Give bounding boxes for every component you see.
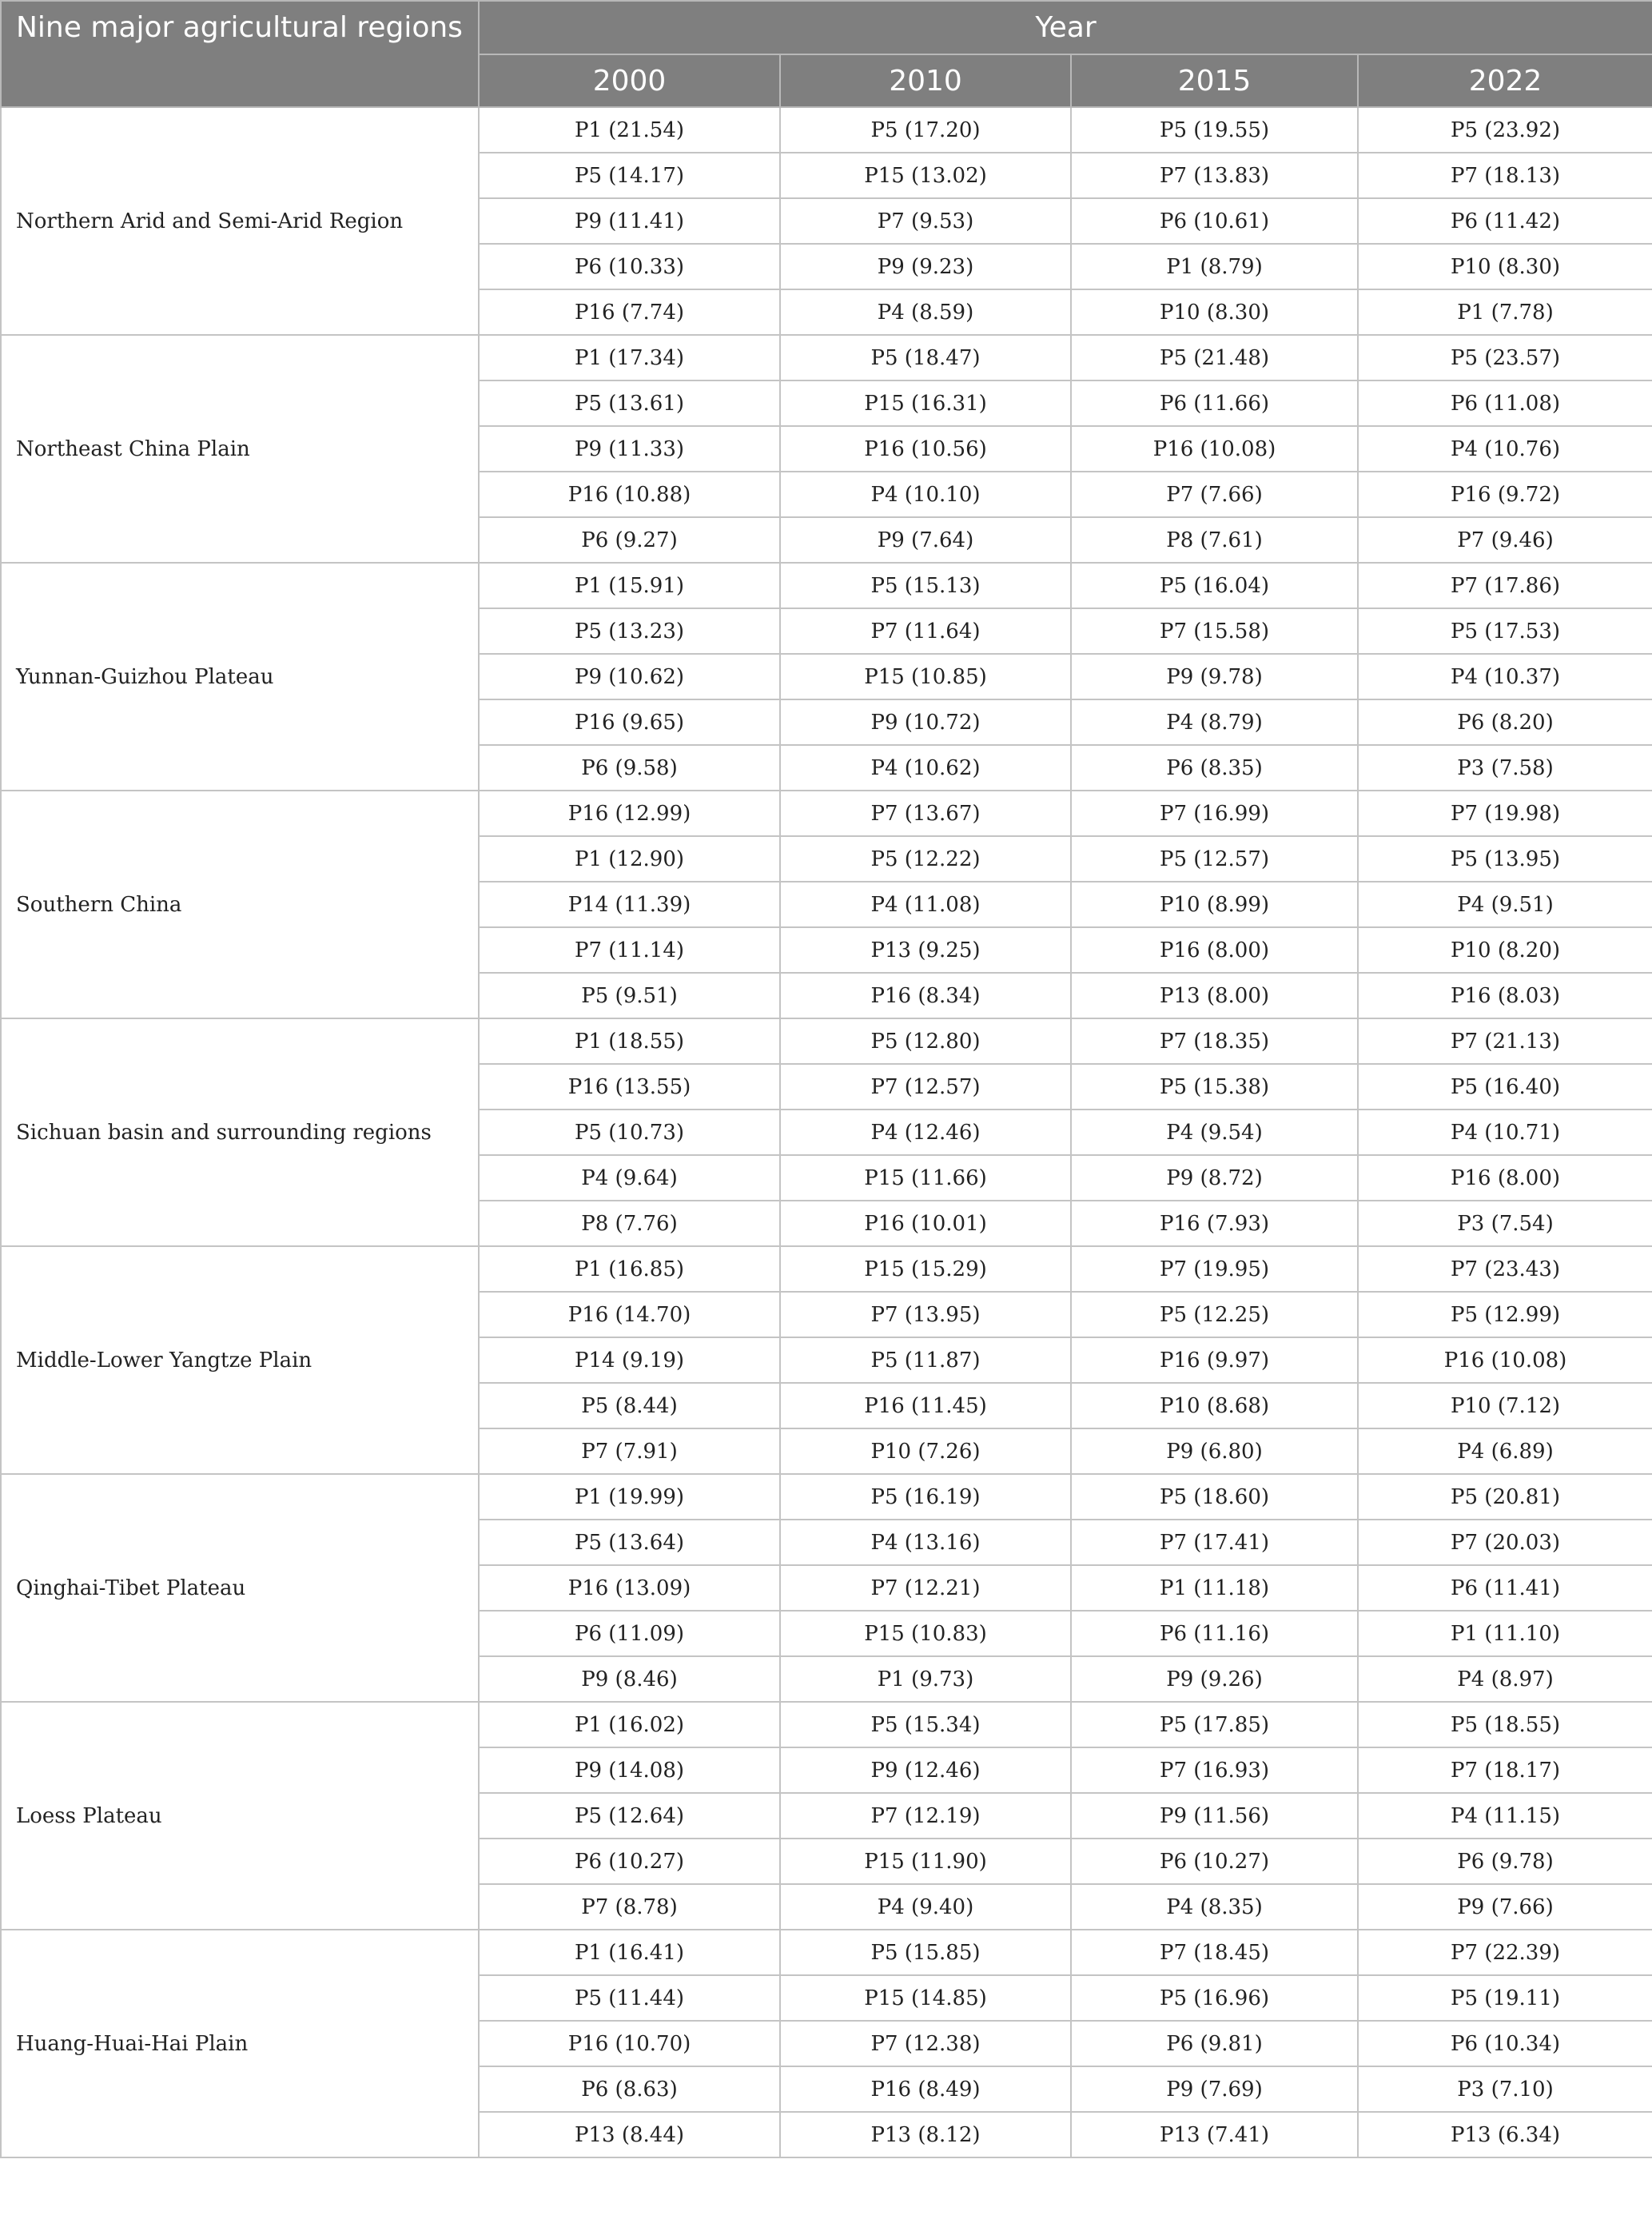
ranking-cell: P13 (6.34) — [1358, 2112, 1652, 2157]
ranking-cell: P1 (11.10) — [1358, 1611, 1652, 1656]
ranking-cell: P5 (12.22) — [780, 836, 1071, 882]
ranking-cell: P5 (17.53) — [1358, 608, 1652, 654]
ranking-cell: P6 (11.16) — [1071, 1611, 1358, 1656]
ranking-cell: P4 (8.35) — [1071, 1884, 1358, 1930]
region-name-cell: Huang-Huai-Hai Plain — [1, 1930, 479, 2157]
ranking-cell: P5 (10.73) — [479, 1110, 780, 1155]
ranking-cell: P5 (19.11) — [1358, 1975, 1652, 2021]
ranking-cell: P5 (15.13) — [780, 563, 1071, 608]
ranking-cell: P4 (10.37) — [1358, 654, 1652, 699]
ranking-cell: P5 (23.57) — [1358, 335, 1652, 380]
table-row — [1, 563, 1652, 608]
ranking-cell: P7 (11.14) — [479, 927, 780, 973]
ranking-cell: P5 (13.23) — [479, 608, 780, 654]
region-name-cell: Northern Arid and Semi-Arid Region — [1, 107, 479, 335]
ranking-cell: P5 (13.95) — [1358, 836, 1652, 882]
ranking-cell: P5 (18.55) — [1358, 1702, 1652, 1747]
table-row — [1, 1246, 1652, 1292]
ranking-cell: P15 (10.83) — [780, 1611, 1071, 1656]
table-row — [1, 107, 1652, 153]
ranking-cell: P5 (21.48) — [1071, 335, 1358, 380]
ranking-cell: P7 (18.13) — [1358, 153, 1652, 198]
ranking-cell: P7 (7.66) — [1071, 472, 1358, 517]
ranking-cell: P6 (10.34) — [1358, 2021, 1652, 2066]
ranking-cell: P9 (9.23) — [780, 244, 1071, 289]
ranking-cell: P1 (12.90) — [479, 836, 780, 882]
ranking-cell: P1 (21.54) — [479, 107, 780, 153]
ranking-cell: P9 (10.72) — [780, 699, 1071, 745]
region-name-cell: Sichuan basin and surrounding regions — [1, 1018, 479, 1246]
ranking-cell: P1 (16.02) — [479, 1702, 780, 1747]
ranking-cell: P5 (20.81) — [1358, 1474, 1652, 1520]
ranking-cell: P16 (7.74) — [479, 289, 780, 335]
ranking-cell: P7 (23.43) — [1358, 1246, 1652, 1292]
ranking-cell: P9 (11.33) — [479, 426, 780, 472]
ranking-cell: P5 (13.64) — [479, 1520, 780, 1565]
year-header: 2022 — [1358, 54, 1652, 107]
ranking-cell: P16 (8.00) — [1358, 1155, 1652, 1201]
region-name-cell: Northeast China Plain — [1, 335, 479, 563]
ranking-cell: P1 (16.41) — [479, 1930, 780, 1975]
ranking-cell: P9 (7.69) — [1071, 2066, 1358, 2112]
ranking-cell: P15 (14.85) — [780, 1975, 1071, 2021]
ranking-cell: P7 (11.64) — [780, 608, 1071, 654]
ranking-cell: P4 (9.40) — [780, 1884, 1071, 1930]
table-row — [1, 335, 1652, 380]
ranking-cell: P16 (8.49) — [780, 2066, 1071, 2112]
ranking-cell: P7 (12.19) — [780, 1793, 1071, 1839]
ranking-cell: P5 (17.85) — [1071, 1702, 1358, 1747]
ranking-cell: P5 (13.61) — [479, 380, 780, 426]
ranking-cell: P5 (16.96) — [1071, 1975, 1358, 2021]
ranking-cell: P6 (11.66) — [1071, 380, 1358, 426]
ranking-cell: P5 (12.99) — [1358, 1292, 1652, 1337]
ranking-cell: P7 (8.78) — [479, 1884, 780, 1930]
ranking-cell: P4 (12.46) — [780, 1110, 1071, 1155]
ranking-cell: P16 (8.34) — [780, 973, 1071, 1018]
ranking-cell: P6 (10.27) — [479, 1839, 780, 1884]
ranking-cell: P9 (9.26) — [1071, 1656, 1358, 1702]
ranking-cell: P1 (8.79) — [1071, 244, 1358, 289]
year-group-header: Year — [479, 1, 1652, 54]
ranking-cell: P5 (15.38) — [1071, 1064, 1358, 1110]
ranking-cell: P15 (11.90) — [780, 1839, 1071, 1884]
ranking-cell: P16 (7.93) — [1071, 1201, 1358, 1246]
ranking-cell: P5 (15.34) — [780, 1702, 1071, 1747]
ranking-cell: P5 (15.85) — [780, 1930, 1071, 1975]
ranking-cell: P4 (8.97) — [1358, 1656, 1652, 1702]
ranking-cell: P4 (13.16) — [780, 1520, 1071, 1565]
ranking-cell: P1 (15.91) — [479, 563, 780, 608]
ranking-cell: P7 (9.46) — [1358, 517, 1652, 563]
ranking-cell: P7 (17.41) — [1071, 1520, 1358, 1565]
ranking-cell: P16 (9.72) — [1358, 472, 1652, 517]
ranking-cell: P14 (11.39) — [479, 882, 780, 927]
ranking-cell: P9 (11.56) — [1071, 1793, 1358, 1839]
ranking-cell: P7 (19.95) — [1071, 1246, 1358, 1292]
ranking-cell: P7 (12.21) — [780, 1565, 1071, 1611]
ranking-cell: P7 (17.86) — [1358, 563, 1652, 608]
ranking-cell: P7 (16.99) — [1071, 791, 1358, 836]
ranking-cell: P7 (12.57) — [780, 1064, 1071, 1110]
ranking-cell: P5 (18.60) — [1071, 1474, 1358, 1520]
ranking-cell: P5 (19.55) — [1071, 107, 1358, 153]
table-row — [1, 1702, 1652, 1747]
ranking-cell: P16 (8.03) — [1358, 973, 1652, 1018]
ranking-cell: P15 (15.29) — [780, 1246, 1071, 1292]
ranking-cell: P1 (18.55) — [479, 1018, 780, 1064]
ranking-cell: P16 (10.56) — [780, 426, 1071, 472]
ranking-cell: P7 (7.91) — [479, 1428, 780, 1474]
ranking-cell: P1 (11.18) — [1071, 1565, 1358, 1611]
year-header: 2000 — [479, 54, 780, 107]
ranking-cell: P4 (9.51) — [1358, 882, 1652, 927]
ranking-cell: P7 (21.13) — [1358, 1018, 1652, 1064]
ranking-cell: P3 (7.58) — [1358, 745, 1652, 791]
ranking-cell: P16 (13.09) — [479, 1565, 780, 1611]
ranking-cell: P16 (10.70) — [479, 2021, 780, 2066]
ranking-cell: P9 (11.41) — [479, 198, 780, 244]
ranking-cell: P4 (11.15) — [1358, 1793, 1652, 1839]
year-header: 2010 — [780, 54, 1071, 107]
ranking-cell: P10 (8.99) — [1071, 882, 1358, 927]
ranking-cell: P7 (18.45) — [1071, 1930, 1358, 1975]
ranking-cell: P10 (8.20) — [1358, 927, 1652, 973]
ranking-cell: P9 (7.64) — [780, 517, 1071, 563]
ranking-cell: P5 (11.44) — [479, 1975, 780, 2021]
ranking-cell: P16 (9.65) — [479, 699, 780, 745]
ranking-cell: P6 (9.58) — [479, 745, 780, 791]
ranking-cell: P3 (7.54) — [1358, 1201, 1652, 1246]
ranking-cell: P9 (14.08) — [479, 1747, 780, 1793]
ranking-cell: P9 (6.80) — [1071, 1428, 1358, 1474]
ranking-cell: P9 (8.72) — [1071, 1155, 1358, 1201]
ranking-cell: P10 (8.68) — [1071, 1383, 1358, 1428]
ranking-cell: P9 (9.78) — [1071, 654, 1358, 699]
ranking-cell: P6 (8.20) — [1358, 699, 1652, 745]
ranking-cell: P4 (8.59) — [780, 289, 1071, 335]
ranking-cell: P7 (22.39) — [1358, 1930, 1652, 1975]
ranking-cell: P16 (10.08) — [1358, 1337, 1652, 1383]
ranking-cell: P6 (10.27) — [1071, 1839, 1358, 1884]
ranking-cell: P4 (6.89) — [1358, 1428, 1652, 1474]
ranking-cell: P13 (7.41) — [1071, 2112, 1358, 2157]
table-row — [1, 791, 1652, 836]
ranking-cell: P5 (12.57) — [1071, 836, 1358, 882]
ranking-cell: P5 (16.40) — [1358, 1064, 1652, 1110]
ranking-cell: P6 (9.27) — [479, 517, 780, 563]
ranking-cell: P16 (10.88) — [479, 472, 780, 517]
ranking-cell: P1 (16.85) — [479, 1246, 780, 1292]
ranking-cell: P13 (8.12) — [780, 2112, 1071, 2157]
ranking-cell: P6 (11.08) — [1358, 380, 1652, 426]
ranking-cell: P4 (10.10) — [780, 472, 1071, 517]
region-name-cell: Southern China — [1, 791, 479, 1018]
ranking-cell: P7 (18.35) — [1071, 1018, 1358, 1064]
ranking-cell: P15 (10.85) — [780, 654, 1071, 699]
ranking-cell: P4 (11.08) — [780, 882, 1071, 927]
ranking-cell: P10 (7.26) — [780, 1428, 1071, 1474]
ranking-cell: P13 (9.25) — [780, 927, 1071, 973]
ranking-cell: P6 (11.41) — [1358, 1565, 1652, 1611]
ranking-cell: P7 (15.58) — [1071, 608, 1358, 654]
ranking-cell: P10 (8.30) — [1071, 289, 1358, 335]
ranking-cell: P5 (14.17) — [479, 153, 780, 198]
ranking-cell: P6 (10.33) — [479, 244, 780, 289]
ranking-cell: P5 (12.25) — [1071, 1292, 1358, 1337]
ranking-cell: P7 (13.67) — [780, 791, 1071, 836]
ranking-cell: P14 (9.19) — [479, 1337, 780, 1383]
ranking-cell: P15 (13.02) — [780, 153, 1071, 198]
ranking-cell: P4 (9.54) — [1071, 1110, 1358, 1155]
ranking-cell: P13 (8.44) — [479, 2112, 780, 2157]
ranking-cell: P1 (7.78) — [1358, 289, 1652, 335]
ranking-cell: P4 (10.71) — [1358, 1110, 1652, 1155]
ranking-cell: P1 (17.34) — [479, 335, 780, 380]
ranking-cell: P5 (16.19) — [780, 1474, 1071, 1520]
ranking-cell: P6 (8.35) — [1071, 745, 1358, 791]
ranking-cell: P7 (13.83) — [1071, 153, 1358, 198]
ranking-cell: P4 (10.62) — [780, 745, 1071, 791]
region-column-header: Nine major agricultural regions — [1, 1, 479, 107]
ranking-cell: P5 (11.87) — [780, 1337, 1071, 1383]
ranking-cell: P4 (8.79) — [1071, 699, 1358, 745]
ranking-cell: P6 (8.63) — [479, 2066, 780, 2112]
ranking-cell: P5 (12.80) — [780, 1018, 1071, 1064]
region-name-cell: Qinghai-Tibet Plateau — [1, 1474, 479, 1702]
ranking-cell: P7 (20.03) — [1358, 1520, 1652, 1565]
ranking-cell: P7 (16.93) — [1071, 1747, 1358, 1793]
ranking-cell: P7 (9.53) — [780, 198, 1071, 244]
ranking-cell: P5 (9.51) — [479, 973, 780, 1018]
ranking-cell: P16 (14.70) — [479, 1292, 780, 1337]
ranking-cell: P13 (8.00) — [1071, 973, 1358, 1018]
table-row — [1, 1018, 1652, 1064]
ranking-cell: P4 (9.64) — [479, 1155, 780, 1201]
ranking-cell: P16 (9.97) — [1071, 1337, 1358, 1383]
ranking-cell: P9 (8.46) — [479, 1656, 780, 1702]
ranking-cell: P6 (9.78) — [1358, 1839, 1652, 1884]
ranking-cell: P6 (11.09) — [479, 1611, 780, 1656]
ranking-cell: P3 (7.10) — [1358, 2066, 1652, 2112]
ranking-cell: P10 (8.30) — [1358, 244, 1652, 289]
ranking-cell: P8 (7.76) — [479, 1201, 780, 1246]
ranking-cell: P7 (19.98) — [1358, 791, 1652, 836]
ranking-cell: P5 (23.92) — [1358, 107, 1652, 153]
ranking-cell: P6 (10.61) — [1071, 198, 1358, 244]
ranking-cell: P4 (10.76) — [1358, 426, 1652, 472]
ranking-cell: P16 (8.00) — [1071, 927, 1358, 973]
ranking-cell: P8 (7.61) — [1071, 517, 1358, 563]
ranking-cell: P16 (12.99) — [479, 791, 780, 836]
ranking-cell: P5 (16.04) — [1071, 563, 1358, 608]
table-row — [1, 1474, 1652, 1520]
ranking-cell: P1 (9.73) — [780, 1656, 1071, 1702]
ranking-cell: P1 (19.99) — [479, 1474, 780, 1520]
ranking-cell: P6 (11.42) — [1358, 198, 1652, 244]
region-name-cell: Loess Plateau — [1, 1702, 479, 1930]
ranking-cell: P9 (12.46) — [780, 1747, 1071, 1793]
ranking-cell: P6 (9.81) — [1071, 2021, 1358, 2066]
ranking-cell: P5 (8.44) — [479, 1383, 780, 1428]
ranking-cell: P5 (18.47) — [780, 335, 1071, 380]
ranking-cell: P15 (11.66) — [780, 1155, 1071, 1201]
ranking-cell: P5 (17.20) — [780, 107, 1071, 153]
ranking-cell: P15 (16.31) — [780, 380, 1071, 426]
region-name-cell: Yunnan-Guizhou Plateau — [1, 563, 479, 791]
ranking-cell: P9 (10.62) — [479, 654, 780, 699]
ranking-cell: P7 (12.38) — [780, 2021, 1071, 2066]
ranking-cell: P10 (7.12) — [1358, 1383, 1652, 1428]
year-header: 2015 — [1071, 54, 1358, 107]
ranking-cell: P7 (18.17) — [1358, 1747, 1652, 1793]
ranking-cell: P9 (7.66) — [1358, 1884, 1652, 1930]
table-row — [1, 1930, 1652, 1975]
ranking-cell: P5 (12.64) — [479, 1793, 780, 1839]
table-body — [1, 107, 1652, 2157]
ranking-cell: P16 (13.55) — [479, 1064, 780, 1110]
region-name-cell: Middle-Lower Yangtze Plain — [1, 1246, 479, 1474]
ranking-cell: P16 (10.08) — [1071, 426, 1358, 472]
ranking-cell: P16 (11.45) — [780, 1383, 1071, 1428]
ranking-cell: P16 (10.01) — [780, 1201, 1071, 1246]
ranking-cell: P7 (13.95) — [780, 1292, 1071, 1337]
